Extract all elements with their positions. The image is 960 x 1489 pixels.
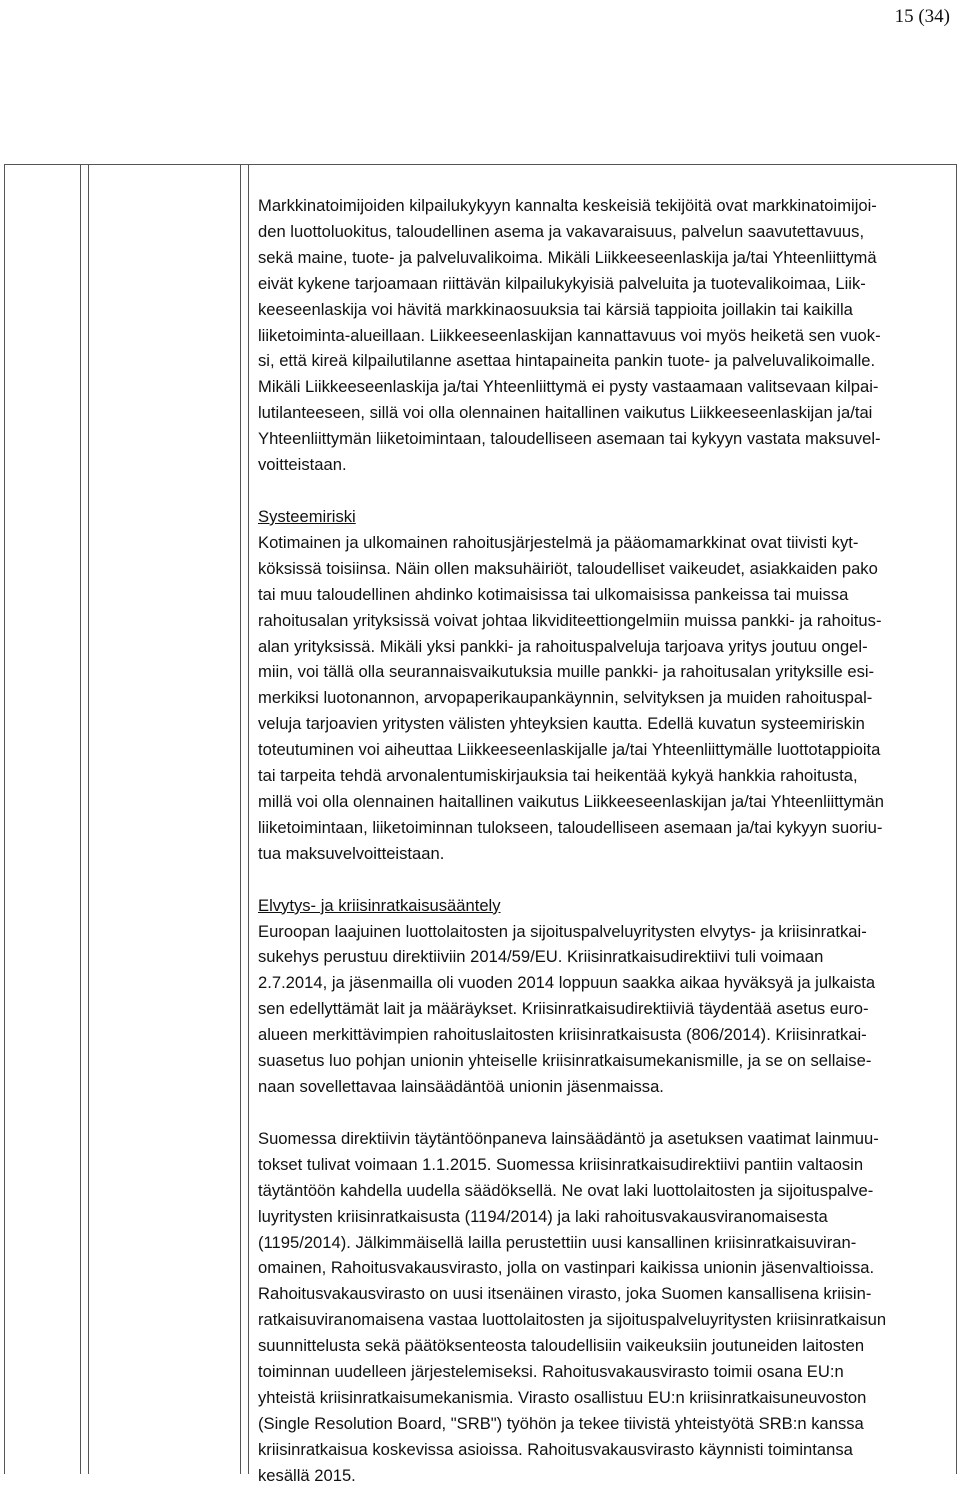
text-line: merkiksi luotonannon, arvopaperikaupankäynnin, selvityksen ja muiden rahoituspal- [258,688,873,708]
text-line: eivät kykene tarjoamaan riittävän kilpailukykyisiä palveluita ja tuotevalikoimaa, Liik- [258,273,866,293]
text-line: kriisinratkaisua koskevissa asioissa. Rahoitusvakausvirasto käynnisti toimintansa [258,1439,853,1459]
column-divider [240,165,241,1474]
text-line: si, että kireä kilpailutilanne asettaa hintapaineita pankin tuote- ja palveluvalikoimalle. [258,351,876,371]
text-line: alan yrityksissä. Mikäli yksi pankki- ja rahoituspalveluja tarjoava yritys joutuu ongel- [258,636,868,656]
text-line: Kotimainen ja ulkomainen rahoitusjärjestelmä ja pääomamarkkinat ovat tiivisti kyt- [258,532,859,552]
text-line: sen edellyttämät lait ja määräykset. Kriisinratkaisudirektiiviä täydentää asetus euro- [258,999,869,1019]
column-divider [80,165,81,1474]
paragraph-finland-implementation [258,1126,948,1489]
text-line: alueen merkittävimpien rahoituslaitosten kriisinratkaisusta (806/2014). Kriisinratkai- [258,1025,867,1045]
heading-resolution-regulation: Elvytys- ja kriisinratkaisusääntely [258,895,501,915]
text-line: suunnittelusta sekä päätöksenteosta taloudellisiin vaikeuksiin joutuneiden laitosten [258,1336,865,1356]
text-line: miin, voi tällä olla seurannaisvaikutuksia muille pankki- ja rahoitusalan yrityksille esi- [258,662,875,682]
paragraph-resolution-framework [258,919,948,1100]
paragraph-competition [258,193,948,478]
text-line: veluja tarjoavien yritysten välisten yhteyksien kautta. Edellä kuvatun systeemiriskin [258,714,865,734]
text-line: köksissä toisiinsa. Näin ollen maksuhäiriöt, taloudelliset vaikeudet, asiakkaiden pako [258,558,878,578]
text-line: tai tarpeita tehdä arvonalentumiskirjauksia tai heikentää kykyä hankkia rahoitusta, [258,766,858,786]
text-line: sukehys perustuu direktiiviin 2014/59/EU. Kriisinratkaisudirektiivi tuli voimaan [258,947,824,967]
text-line: Yhteenliittymän liiketoimintaan, taloudelliseen asemaan tai kykyyn vastata maksuvel- [258,429,881,449]
text-line: Markkinatoimijoiden kilpailukykyyn kannalta keskeisiä tekijöitä ovat markkinatoimijoi- [258,196,877,215]
document-body [258,193,948,1489]
page-number: 15 (34) [894,6,950,27]
text-line: Mikäli Liikkeeseenlaskija ja/tai Yhteenliittymä ei pysty vastaamaan valitsevaan kilpai- [258,377,879,397]
text-line: sekä maine, tuote- ja palveluvalikoima. Mikäli Liikkeeseenlaskija ja/tai Yhteenliittymä [258,247,877,267]
text-line: yhteistä kriisinratkaisumekanismia. Virasto osallistuu EU:n kriisinratkaisuneuvoston [258,1387,867,1407]
text-line: (1195/2014). Jälkimmäisellä lailla perustettiin uusi kansallinen kriisinratkaisuviran- [258,1232,857,1252]
text-line: (Single Resolution Board, "SRB") työhön ja tekee tiivistä yhteistyötä SRB:n kanssa [258,1413,864,1433]
text-line: millä voi olla olennainen haitallinen vaikutus Liikkeeseenlaskijan ja/tai Yhteenliittymän [258,791,885,811]
text-line: lutilanteeseen, sillä voi olla olennainen haitallinen vaikutus Liikkeeseenlaskijan ja/tai [258,403,873,423]
text-line: ratkaisuviranomaisena vastaa luottolaitosten ja sijoituspalveluyritysten kriisinratkaisun [258,1310,887,1330]
text-line: den luottoluokitus, taloudellinen asema ja vakavaraisuus, palvelun saavutettavuus, [258,221,865,241]
text-line: voitteistaan. [258,455,347,475]
text-line: omainen, Rahoitusvakausvirasto, jolla on vastinpari kaikissa unionin jäsenvaltioissa. [258,1258,875,1278]
column-divider [88,165,89,1474]
text-line: kesällä 2015. [258,1465,356,1485]
text-line: naan sovellettavaa lainsäädäntöä unionin jäsenmaissa. [258,1077,664,1096]
text-line: luyritysten kriisinratkaisusta (1194/2014) ja laki rahoitusvakausviranomaisesta [258,1206,828,1226]
text-line: rahoitusalan yrityksissä voivat johtaa likviditeettiongelmiin muissa pankki- ja rahoitus- [258,610,882,630]
text-line: liiketoimintaan, liiketoiminnan tulokseen, taloudelliseen asemaan ja/tai kykyyn suoriu- [258,817,883,837]
text-line: Rahoitusvakausvirasto on uusi itsenäinen virasto, joka Suomen kansallisena kriisin- [258,1284,872,1304]
text-line: Suomessa direktiivin täytäntöönpaneva lainsäädäntö ja asetuksen vaatimat lainmuu- [258,1128,879,1148]
text-line: Euroopan laajuinen luottolaitosten ja sijoituspalveluyritysten elvytys- ja kriisinratkai- [258,921,867,941]
text-line: 2.7.2014, ja jäsenmailla oli vuoden 2014 loppuun saakka aikaa hyväksyä ja julkaista [258,973,876,993]
text-line: toteutuminen voi aiheuttaa Liikkeeseenlaskijalle ja/tai Yhteenliittymälle luottotappioita [258,740,881,760]
text-line: liiketoiminta-alueillaan. Liikkeeseenlaskijan kannattavuus voi myös heiketä sen vuok- [258,325,881,345]
paragraph-systemic-risk [258,530,948,867]
text-line: tokset tulivat voimaan 1.1.2015. Suomessa kriisinratkaisudirektiivi pantiin valtaosin [258,1154,864,1174]
text-line: tua maksuvelvoitteistaan. [258,843,445,863]
heading-systemic-risk: Systeemiriski [258,506,356,526]
text-line: toiminnan uudelleen järjestelemiseksi. Rahoitusvakausvirasto toimii osana EU:n [258,1362,844,1382]
text-line: suasetus luo pohjan unionin yhteiselle kriisinratkaisumekanismille, ja se on sellaise- [258,1051,872,1071]
column-divider [248,165,249,1474]
text-line: keeseenlaskija voi hävitä markkinaosuuksia tai kärsiä tappioita joillakin tai kaikilla [258,299,853,319]
text-line: täytäntöön kahdella uudella säädöksellä. Ne ovat laki luottolaitosten ja sijoituspalve- [258,1180,874,1200]
text-line: tai muu taloudellinen ahdinko kotimaisissa tai ulkomaisissa pankeissa tai muissa [258,584,849,604]
